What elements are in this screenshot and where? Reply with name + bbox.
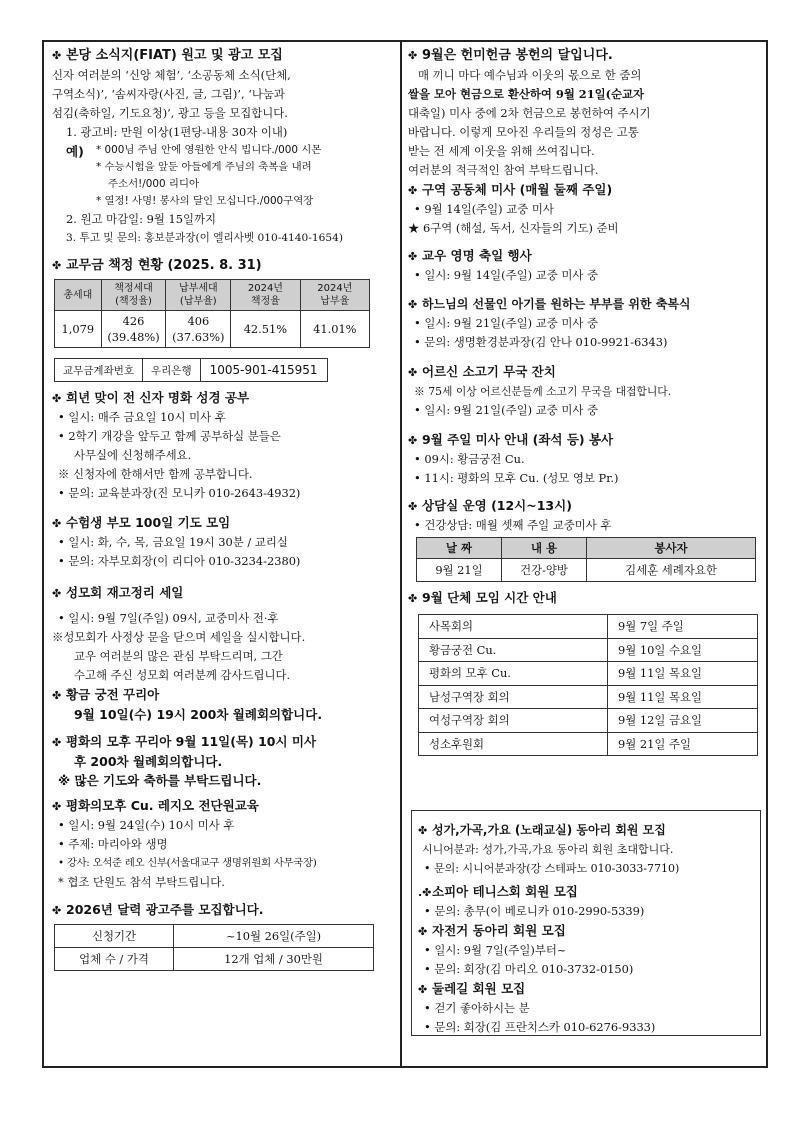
offering-section	[408, 46, 760, 180]
fund-cell: 426 (39.48%)	[101, 311, 166, 348]
schedule-date: 9월 11일 목요일	[608, 685, 758, 709]
bike-line: • 일시: 9월 7일(주일)부터~	[424, 943, 567, 957]
exam-line: • 일시: 화, 수, 목, 금요일 19시 30분 / 교리실	[58, 535, 288, 549]
blessing-line: • 문의: 생명환경분과장(김 안나 010-9921-6343)	[414, 335, 668, 349]
schedule-date: 9월 11일 목요일	[608, 662, 758, 686]
schedule-date: 9월 7일 주일	[608, 615, 758, 639]
schedule-group: 여성구역장 회의	[419, 709, 608, 733]
clover-bullet-icon: ✤	[408, 49, 418, 62]
clover-bullet-icon: ✤	[52, 49, 62, 62]
usher-line: • 11시: 평화의 모후 Cu. (성모 영보 Pr.)	[414, 471, 619, 485]
blessing-section	[408, 295, 760, 352]
clover-bullet-icon: ✤	[408, 184, 418, 197]
fiat-item-contact: 3. 투고 및 문의: 홍보분과장(이 엘리사벳 010-4140-1654)	[66, 232, 343, 244]
group-schedule-title: ✤ 9월 단체 모임 시간 안내	[408, 588, 760, 608]
choir-club-title: ✤ 성가,가곡,가요 (노래교실) 동아리 회원 모집	[418, 821, 758, 840]
table-row	[55, 925, 374, 948]
exam-prayer-section	[52, 513, 392, 571]
example-label: 예)	[66, 144, 84, 159]
fund-header-cell: 책정세대 (책정율)	[101, 280, 166, 311]
clover-bullet-icon: ✤	[52, 517, 62, 530]
legio-education-title: ✤ 평화의모후 Cu. 레지오 전단원교육	[52, 796, 392, 816]
fund-cell: 42.51%	[231, 311, 300, 348]
clover-bullet-icon: ✤	[52, 904, 62, 917]
calendar-cell: 12개 업체 / 30만원	[174, 948, 374, 971]
calendar-ad-section	[52, 900, 392, 971]
choir-line: • 문의: 시니어분과장(강 스테파노 010-3033-7710)	[424, 862, 680, 875]
golden-curia-title: ✤ 황금 궁전 꾸리아	[52, 685, 392, 705]
exam-line: • 문의: 자부모회장(이 리디아 010-3234-2380)	[58, 554, 301, 568]
legio-education-section	[52, 796, 392, 892]
fund-section	[52, 256, 392, 382]
counsel-header-cell: 내 용	[502, 538, 587, 559]
offering-title: ✤ 9월은 헌미헌금 봉헌의 달입니다.	[408, 46, 760, 66]
bank-name: 우리은행	[143, 359, 201, 382]
column-divider	[400, 40, 402, 1068]
example-line: * 000님 주님 안에 영원한 안식 빕니다./000 시몬	[96, 144, 322, 156]
offering-line: 쌀을 모아 현금으로 환산하여 9월 21일(순교자	[408, 87, 645, 101]
table-row	[55, 948, 374, 971]
tennis-line: • 문의: 총무(이 베로니카 010-2990-5339)	[424, 904, 645, 918]
counsel-header-cell: 날 짜	[417, 538, 502, 559]
clover-bullet-icon: ✤	[418, 983, 428, 996]
fund-table	[54, 279, 370, 348]
fund-table-header	[55, 280, 370, 311]
clover-bullet-icon: ✤	[408, 366, 418, 379]
table-row	[419, 662, 758, 686]
peace-curia-section	[52, 732, 392, 790]
club-recruit-box	[411, 810, 761, 1036]
counsel-section	[408, 496, 760, 582]
clover-bullet-icon: ✤	[408, 434, 418, 447]
elder-meal-title: ✤ 어르신 소고기 무국 잔치	[408, 362, 760, 382]
usher-section	[408, 430, 760, 488]
fund-cell: 1,079	[55, 311, 102, 348]
counsel-cell: 9월 21일	[417, 559, 502, 582]
elder-meal-section	[408, 362, 760, 420]
fiat-body-line: 섬김(축하일, 기도요청)’, 광고 등을 모집합니다.	[52, 106, 288, 120]
offering-line: 여러분의 적극적인 참여 부탁드립니다.	[408, 163, 599, 177]
calendar-cell: ~10월 26일(주일)	[174, 925, 374, 948]
bible-study-title: ✤ 희년 맞이 전 신자 명화 성경 공부	[52, 388, 392, 408]
district-line: ★ 6구역 (해설, 독서, 신자들의 기도) 준비	[408, 221, 619, 235]
clover-bullet-icon: ✤	[52, 736, 62, 749]
example-line: * 열정! 사명! 봉사의 달인 모십니다./000구역장	[96, 195, 314, 207]
fiat-examples	[52, 142, 392, 210]
clover-bullet-icon: ✤	[408, 592, 418, 605]
fiat-item-ad-fee: 1. 광고비: 만원 이상(1편당-내용 30자 이내)	[66, 125, 288, 139]
bike-club-title: ✤ 자전거 동아리 회원 모집	[418, 921, 758, 941]
fund-title: ✤ 교무금 책정 현황 (2025. 8. 31)	[52, 256, 392, 276]
offering-line: 매 끼니 마다 예수님과 이웃의 몫으로 한 줌의	[418, 68, 642, 82]
vestment-line: 교우 여러분의 많은 관심 부탁드리며, 그간	[74, 649, 283, 663]
peace-curia-line: 후 200차 월례회의합니다.	[74, 754, 223, 769]
schedule-group: 황금궁전 Cu.	[419, 638, 608, 662]
counsel-title: ✤ 상담실 운영 (12시~13시)	[408, 496, 760, 516]
district-mass-title: ✤ 구역 공동체 미사 (매월 둘째 주일)	[408, 180, 760, 200]
counsel-header-cell: 봉사자	[587, 538, 756, 559]
exam-prayer-title: ✤ 수험생 부모 100일 기도 모임	[52, 513, 392, 533]
counsel-table	[416, 537, 756, 582]
account-label: 교무금계좌번호	[55, 359, 143, 382]
clover-bullet-icon: ✤	[52, 689, 62, 702]
offering-line: 바랍니다. 이렇게 모아진 우리들의 정성은 고통	[408, 125, 639, 139]
usher-line: • 09시: 황금궁전 Cu.	[414, 452, 525, 466]
blessing-line: • 일시: 9월 21일(주일) 교중 미사 중	[414, 316, 598, 330]
clover-bullet-icon: ✤	[408, 500, 418, 513]
district-mass-section	[408, 180, 760, 238]
schedule-date: 9월 21일 주일	[608, 732, 758, 756]
feast-day-title: ✤ 교우 영명 축일 행사	[408, 246, 760, 266]
bible-line: • 일시: 매주 금요일 10시 미사 후	[58, 410, 226, 424]
offering-line: 받는 전 세계 이웃을 위해 쓰여집니다.	[408, 144, 595, 158]
clover-bullet-icon: ✤	[418, 824, 428, 837]
fiat-body-line: 신자 여러분의 ‘신앙 체험’, ‘소공동체 소식(단체,	[52, 68, 291, 82]
fund-header-cell: 2024년 책정율	[231, 280, 300, 311]
district-line: • 9월 14일(주일) 교중 미사	[414, 202, 554, 216]
clover-bullet-icon: ✤	[52, 392, 62, 405]
fund-cell: 406 (37.63%)	[166, 311, 231, 348]
schedule-date: 9월 12일 금요일	[608, 709, 758, 733]
calendar-cell: 신청기간	[55, 925, 174, 948]
schedule-date: 9월 10일 수요일	[608, 638, 758, 662]
fund-cell: 41.01%	[300, 311, 369, 348]
golden-curia-section	[52, 685, 392, 724]
fund-header-cell: 납부세대 (납부율)	[166, 280, 231, 311]
elder-line: ※ 75세 이상 어르신분들께 소고기 무국을 대접합니다.	[414, 385, 672, 398]
vestment-line: 수고해 주신 성모회 여러분께 감사드립니다.	[74, 668, 291, 682]
vestment-sale-title: ✤ 성모회 재고정리 세일	[52, 583, 392, 603]
example-line: 주소서!/000 리디아	[108, 178, 200, 190]
elder-line: • 일시: 9월 21일(주일) 교중 미사 중	[414, 403, 598, 417]
blessing-title: ✤ 하느님의 선물인 아기를 원하는 부부를 위한 축복식	[408, 295, 760, 314]
account-table	[54, 358, 328, 382]
fiat-title: ✤ 본당 소식지(FIAT) 원고 및 광고 모집	[52, 46, 392, 66]
counsel-table-header	[417, 538, 756, 559]
edu-line: • 강사: 오석준 레오 신부(서울대교구 생명위원회 사무국장)	[58, 857, 317, 869]
vestment-line: ※성모회가 사정상 문을 닫으며 세일을 실시합니다.	[52, 630, 306, 644]
trail-line: • 문의: 회장(김 프란치스카 010-6276-9333)	[424, 1020, 656, 1034]
bible-line: ※ 신청자에 한해서만 함께 공부합니다.	[58, 467, 253, 481]
counsel-line: • 건강상담: 매월 셋째 주일 교중미사 후	[414, 518, 612, 532]
fund-table-row	[55, 311, 370, 348]
group-schedule-table	[418, 614, 758, 756]
peace-curia-title: ✤ 평화의 모후 꾸리아 9월 11일(목) 10시 미사	[52, 732, 392, 752]
schedule-group: 성소후원회	[419, 732, 608, 756]
edu-line: • 일시: 9월 24일(수) 10시 미사 후	[58, 818, 235, 832]
choir-line: 시니어분과: 성가,가곡,가요 동아리 회원 초대합니다.	[422, 843, 674, 856]
bible-line: • 2학기 개강을 앞두고 함께 공부하실 분들은	[58, 429, 281, 443]
feast-day-section	[408, 246, 760, 285]
fiat-item-deadline: 2. 원고 마감일: 9월 15일까지	[66, 212, 216, 226]
offering-line: 대축일) 미사 중에 2차 헌금으로 봉헌하여 주시기	[408, 106, 651, 120]
usher-title: ✤ 9월 주일 미사 안내 (좌석 등) 봉사	[408, 430, 760, 450]
counsel-cell: 김세훈 세례자요한	[587, 559, 756, 582]
golden-curia-line: 9월 10일(수) 19시 200차 월례회의합니다.	[74, 707, 323, 722]
peace-curia-note: ※ 많은 기도와 축하를 부탁드립니다.	[58, 773, 262, 788]
calendar-cell: 업체 수 / 가격	[55, 948, 174, 971]
schedule-group: 사목회의	[419, 615, 608, 639]
bible-line: 사무실에 신청해주세요.	[74, 448, 192, 462]
fund-header-cell: 총세대	[55, 280, 102, 311]
left-column	[52, 46, 392, 971]
vestment-sale-section	[52, 583, 392, 685]
clover-bullet-icon: ✤	[408, 250, 418, 263]
counsel-cell: 건강-양방	[502, 559, 587, 582]
table-row	[419, 615, 758, 639]
clover-bullet-icon: .✤	[418, 886, 432, 899]
bible-line: • 문의: 교육분과장(진 모니카 010-2643-4932)	[58, 486, 301, 500]
fiat-body-line: 구역소식)’, ‘솜씨자랑(사진, 글, 그림)’, ‘나눔과	[52, 87, 285, 101]
schedule-group: 평화의 모후 Cu.	[419, 662, 608, 686]
account-number: 1005-901-415951	[200, 359, 327, 382]
table-row	[419, 685, 758, 709]
example-line: * 수능시험을 앞둔 아들에게 주님의 축복을 내려	[96, 161, 312, 173]
clover-bullet-icon: ✤	[52, 800, 62, 813]
trail-club-title: ✤ 둘레길 회원 모집	[418, 979, 758, 999]
feast-line: • 일시: 9월 14일(주일) 교중 미사 중	[414, 268, 598, 282]
table-row	[419, 709, 758, 733]
tennis-club-title: .✤소피아 테니스회 회원 모집	[418, 882, 758, 902]
trail-line: • 걷기 좋아하시는 분	[424, 1001, 530, 1015]
clover-bullet-icon: ✤	[418, 925, 428, 938]
calendar-ad-title: ✤ 2026년 달력 광고주를 모집합니다.	[52, 900, 392, 920]
clover-bullet-icon: ✤	[52, 259, 62, 272]
clover-bullet-icon: ✤	[52, 587, 62, 600]
bike-line: • 문의: 회장(김 마리오 010-3732-0150)	[424, 962, 634, 976]
edu-line: * 협조 단원도 참석 부탁드립니다.	[58, 875, 225, 889]
table-row	[417, 559, 756, 582]
right-column	[408, 46, 760, 756]
table-row	[419, 638, 758, 662]
vestment-line: • 일시: 9월 7일(주일) 09시, 교중미사 전·후	[58, 611, 279, 625]
table-row	[419, 732, 758, 756]
group-schedule-section	[408, 588, 760, 756]
clover-bullet-icon: ✤	[408, 298, 418, 311]
bible-study-section	[52, 388, 392, 503]
fund-header-cell: 2024년 납부율	[300, 280, 369, 311]
edu-line: • 주제: 마리아와 생명	[58, 837, 168, 851]
calendar-ad-table	[54, 924, 374, 971]
fiat-section	[52, 46, 392, 248]
schedule-group: 남성구역장 회의	[419, 685, 608, 709]
